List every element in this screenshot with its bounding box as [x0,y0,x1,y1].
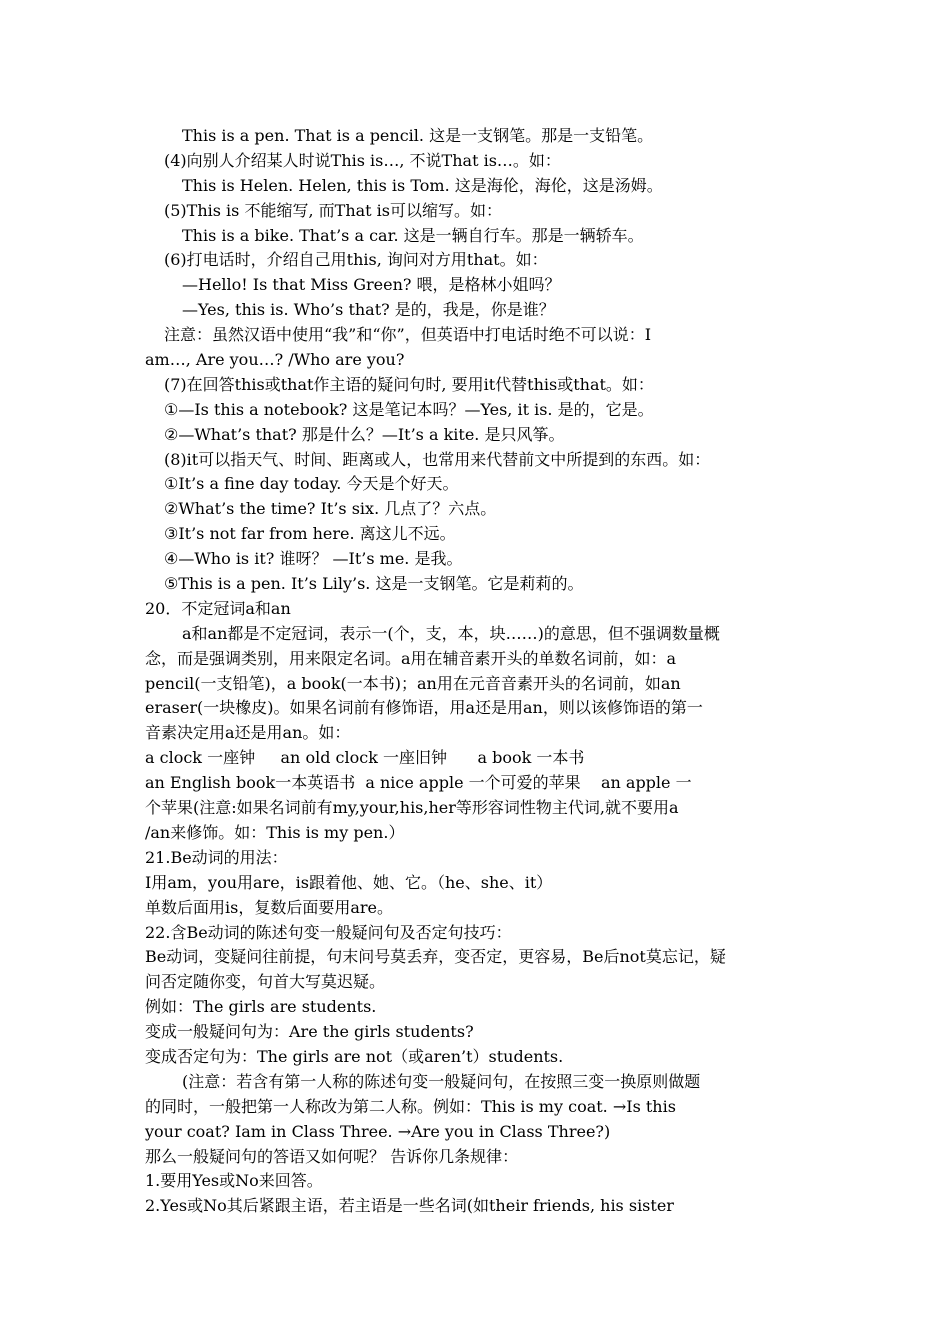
text-line: ④—Who is it? 谁呀？ —It’s me. 是我。 [164,549,463,569]
text-line: 注意：虽然汉语中使用“我”和“你”，但英语中打电话时绝不可以说：I [164,325,652,345]
document-page [145,124,810,1219]
text-line: (6)打电话时，介绍自己用this, 询问对方用that。如： [164,250,548,270]
text-line: am…, Are you…? /Who are you? [145,350,405,370]
text-line: ②—What’s that? 那是什么？—It’s a kite. 是只风筝。 [164,424,565,444]
text-line: 21.Be动词的用法： [145,847,288,867]
text-line: 2.Yes或No其后紧跟主语，若主语是一些名词(如their friends, his sister [145,1196,674,1216]
text-line: 20．不定冠词a和an [145,598,291,618]
text-line: 个苹果(注意:如果名词前有my,your,his,her等形容词性物主代词,就不要用a [145,798,679,818]
text-line: 22.含Be动词的陈述句变一般疑问句及否定句技巧： [145,922,512,942]
text-line: (注意：若含有第一人称的陈述句变一般疑问句，在按照三变一换原则做题 [182,1071,701,1091]
text-line: —Hello! Is that Miss Green? 喂，是格林小姐吗？ [182,275,561,295]
text-line: 念，而是强调类别，用来限定名词。a用在辅音素开头的单数名词前，如：a [145,648,677,668]
text-line: 单数后面用is，复数后面要用are。 [145,897,393,917]
text-line: 那么一般疑问句的答语又如何呢？ 告诉你几条规律： [145,1146,519,1166]
text-line: This is Helen. Helen, this is Tom. 这是海伦，海伦，这是汤姆。 [182,175,663,195]
text-line: This is a bike. That’s a car. 这是一辆自行车。那是一辆轿车。 [182,225,644,245]
text-line: ①—Is this a notebook? 这是笔记本吗？—Yes, it is. 是的，它是。 [164,399,654,419]
text-line: an English book一本英语书 a nice apple 一个可爱的苹果 an apple 一 [145,773,692,793]
text-line: I用am，you用are，is跟着他、她、它。（he、she、it） [145,872,553,892]
text-line: ⑤This is a pen. It’s Lily’s. 这是一支钢笔。它是莉莉的。 [164,574,584,594]
text-line: This is a pen. That is a pencil. 这是一支钢笔。那是一支铅笔。 [182,126,654,145]
text-line: (5)This is 不能缩写, 而That is可以缩写。如： [164,200,503,220]
text-line: 的同时，一般把第一人称改为第二人称。例如：This is my coat. →Is this [145,1096,676,1116]
text-line: a和an都是不定冠词，表示一(个，支，本，块……)的意思，但不强调数量概 [182,623,720,643]
text-line: 音素决定用a还是用an。如： [145,723,351,743]
text-line: —Yes, this is. Who’s that? 是的，我是，你是谁？ [182,300,555,320]
text-line: (7)在回答this或that作主语的疑问句时, 要用it代替this或that。如： [164,374,654,394]
text-line: (8)it可以指天气、时间、距离或人，也常用来代替前文中所提到的东西。如： [164,449,711,469]
text-line: ①It’s a fine day today. 今天是个好天。 [164,474,459,494]
text-line: /an来修饰。如：This is my pen.） [145,822,405,842]
text-line: Be动词，变疑问往前提，句末问号莫丢弃，变否定，更容易，Be后not莫忘记，疑 [145,947,726,967]
text-line: pencil(一支铅笔)，a book(一本书)；an用在元音音素开头的名词前，如an [145,673,681,693]
text-line: ②What’s the time? It’s six. 几点了？六点。 [164,499,497,519]
text-line: a clock 一座钟 an old clock 一座旧钟 a book 一本书 [145,748,585,768]
text-line: your coat? Iam in Class Three. →Are you in Class Three?) [145,1121,611,1141]
text-line: 例如：The girls are students. [145,997,377,1017]
text-line: 变成否定句为：The girls are not（或aren’t）students. [145,1046,564,1066]
text-line: 问否定随你变，句首大写莫迟疑。 [145,972,386,992]
text-line: 1.要用Yes或No来回答。 [145,1171,323,1191]
text-line: ③It’s not far from here. 离这儿不远。 [164,524,456,544]
text-line: (4)向别人介绍某人时说This is…, 不说That is…。如： [164,150,561,170]
text-line: eraser(一块橡皮)。如果名词前有修饰语，用a还是用an，则以该修饰语的第一 [145,698,703,718]
text-line: 变成一般疑问句为：Are the girls students? [145,1022,474,1042]
